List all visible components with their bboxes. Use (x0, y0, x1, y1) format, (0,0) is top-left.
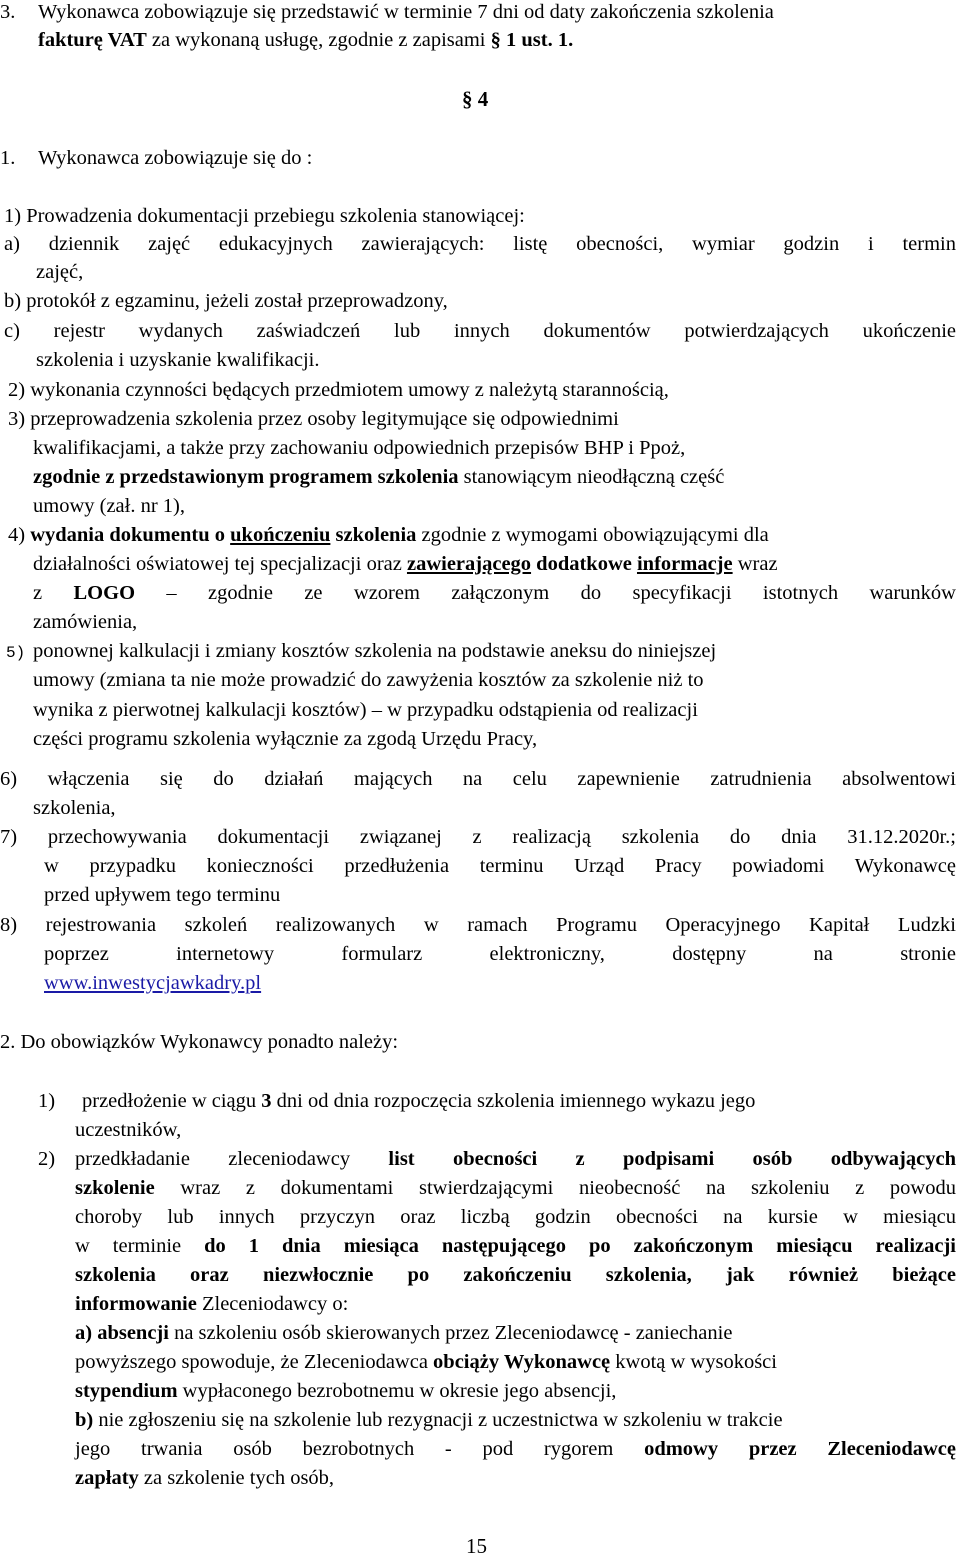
duty-2b-line-3 (75, 1466, 334, 1490)
duty-2-num: 2) (38, 1148, 56, 1170)
item-3-line-1: 3) przeprowadzenia szkolenia przez osoby legitymujące się odpowiednimi (8, 408, 619, 430)
item-1: 1) Prowadzenia dokumentacji przebiegu szkolenia stanowiącej: (4, 205, 525, 227)
duty-1-num: 1) (38, 1090, 56, 1112)
duty-2-line-4-a: w terminie (75, 1235, 205, 1257)
item-5-line-1: ponownej kalkulacji i zmiany kosztów szkolenia na podstawie aneksu do niniejszej (33, 640, 717, 662)
item-3-line-2: kwalifikacjami, a także przy zachowaniu odpowiednich przepisów BHP i Ppoż, (33, 437, 686, 459)
duty-2b-line-2-a: jego trwania osób bezrobotnych - pod rygorem (75, 1438, 645, 1460)
item-4-bold-underline-2: zawierającego (406, 553, 532, 575)
inwestycjawkadry-link[interactable]: www.inwestycjawkadry.pl (44, 972, 262, 994)
item-8-link-row (44, 971, 261, 995)
item-1c-line-1: c) rejestr wydanych zaświadczeń lub innych dokumentów potwierdzających ukończenie (4, 320, 956, 342)
item-4-line-1 (8, 523, 769, 547)
duty-1-c: dni od dnia rozpoczęcia szkolenia imiennego wykazu jego (271, 1090, 756, 1112)
p3-ref-bold: § 1 ust. 1. (490, 29, 574, 51)
item-7-line-3: przed upływem tego terminu (44, 884, 281, 906)
p3-line-2-text: za wykonaną usługę, zgodnie z zapisami (146, 29, 491, 51)
duty-2a-bold-obciazy: obciąży Wykonawcę (433, 1351, 611, 1373)
section-label: § 4 (462, 87, 489, 111)
duty-2-line-1 (75, 1147, 956, 1171)
p3-invoice-bold: fakturę VAT (38, 29, 147, 51)
item-4-line-1-rest: zgodnie z wymogami obowiązującymi dla (416, 524, 769, 546)
section-header (462, 87, 488, 112)
duty-2a-line-1 (75, 1321, 732, 1345)
page-number: 15 (466, 1534, 487, 1558)
item-4-line-2-a: działalności oświatowej tej specjalizacji oraz (33, 553, 407, 575)
duty-2-bold-szkolenie: szkolenie (75, 1177, 155, 1199)
duty-1-a: przedłożenie w ciągu (82, 1090, 262, 1112)
duty-1-line-1 (82, 1089, 755, 1113)
duty-2a-bold-stypendium: stypendium (75, 1380, 178, 1402)
duty-2a-line-2-c: kwotą w wysokości (610, 1351, 777, 1373)
item-4-line-2-c: wraz (732, 553, 778, 575)
item-3-line-4: umowy (zał. nr 1), (33, 495, 185, 517)
item-3-line-3 (33, 465, 724, 489)
item-4-line-3-a: z (33, 582, 74, 604)
duty-2a-line-2-a: powyższego spowoduje, że Zleceniodawca (75, 1351, 434, 1373)
item-6-line-1: 6) włączenia się do działań mających na celu zapewnienie zatrudnienia absolwentowi (0, 768, 956, 790)
duty-2a-bold: a) absencji (75, 1322, 169, 1344)
duty-2-line-6-rest: Zleceniodawcy o: (196, 1293, 349, 1315)
item-1a-line-2: zajęć, (36, 261, 84, 283)
item-8-line-2: poprzez internetowy formularz elektroniczny, dostępny na stronie (44, 943, 956, 965)
item-1c-line-2: szkolenia i uzyskanie kwalifikacji. (36, 349, 320, 371)
item-3-bold: zgodnie z przedstawionym programem szkolenia (33, 466, 459, 488)
duty-2-line-4 (75, 1234, 956, 1258)
duty-2a-line-2 (75, 1350, 777, 1374)
duty-2a-line-1-rest: na szkoleniu osób skierowanych przez Zleceniodawcę - zaniechanie (168, 1322, 733, 1344)
item-5-num: 5) (6, 644, 26, 662)
item-4-logo-bold: LOGO (73, 582, 136, 604)
duty-2-bold-list: list obecności z podpisami osób odbywających (388, 1148, 956, 1170)
s1-num: 1. (0, 147, 16, 169)
duty-2b-bold-odmowy: odmowy przez Zleceniodawcę (644, 1438, 956, 1460)
item-4-line-3 (33, 581, 956, 605)
p3-line-2 (38, 28, 573, 52)
item-4-num: 4) (8, 524, 31, 546)
duty-2b-line-1 (75, 1408, 783, 1432)
item-4-line-3-rest: – zgodnie ze wzorem załączonym do specyfikacji istotnych warunków (135, 582, 956, 604)
s1-text: Wykonawca zobowiązuje się do : (38, 147, 313, 169)
item-6-line-2: szkolenia, (33, 797, 116, 819)
duty-2b-line-2 (75, 1437, 956, 1461)
duty-2b-line-1-rest: nie zgłoszeniu się na szkolenie lub rezygnacji z uczestnictwa w szkoleniu w trakcie (93, 1409, 783, 1431)
item-1b: b) protokół z egzaminu, jeżeli został przeprowadzony, (4, 290, 448, 312)
item-1a-line-1: a) dziennik zajęć edukacyjnych zawierających: listę obecności, wymiar godzin i termin (4, 233, 956, 255)
duty-2a-line-3-rest: wypłaconego bezrobotnemu w okresie jego absencji, (177, 1380, 617, 1402)
duty-2-line-5: szkolenia oraz niezwłocznie po zakończeniu szkolenia, jak również bieżące (75, 1264, 956, 1286)
duty-2-line-3: choroby lub innych przyczyn oraz liczbą godzin obecności na kursie w miesiącu (75, 1206, 956, 1228)
item-5-line-4: części programu szkolenia wyłącznie za zgodą Urzędu Pracy, (33, 728, 538, 750)
duty-2a-line-3 (75, 1379, 616, 1403)
item-3-line-3-rest: stanowiącym nieodłączną część (458, 466, 725, 488)
duty-2-a: przedkładanie zleceniodawcy (75, 1148, 389, 1170)
duty-2-bold-informowanie: informowanie (75, 1293, 197, 1315)
item-4-line-2 (33, 552, 778, 576)
item-5-line-2: umowy (zmiana ta nie może prowadzić do zawyżenia kosztów za szkolenie niż to (33, 669, 704, 691)
item-4-bold-underline: ukończeniu (230, 524, 331, 546)
p3-num: 3. (0, 1, 16, 23)
item-5-line-3: wynika z pierwotnej kalkulacji kosztów) – w przypadku odstąpienia od realizacji (33, 699, 698, 721)
item-8-line-1: 8) rejestrowania szkoleń realizowanych w ramach Programu Operacyjnego Kapitał Ludzki (0, 914, 956, 936)
item-4-bold-1: wydania dokumentu o (30, 524, 231, 546)
duty-2-line-6 (75, 1292, 348, 1316)
p3-line-1: Wykonawca zobowiązuje się przedstawić w terminie 7 dni od daty zakończenia szkolenia (38, 1, 774, 23)
item-4-line-4: zamówienia, (33, 611, 138, 633)
item-4-bold-underline-3: informacje (636, 553, 733, 575)
duty-1-line-2: uczestników, (75, 1119, 182, 1141)
duty-2-bold-deadline: do 1 dnia miesiąca następującego po zakończonym miesiącu realizacji (204, 1235, 956, 1257)
item-7-line-2: w przypadku konieczności przedłużenia terminu Urząd Pracy powiadomi Wykonawcę (44, 855, 956, 877)
item-2: 2) wykonania czynności będących przedmiotem umowy z należytą starannością, (8, 379, 669, 401)
item-7-line-1: 7) przechowywania dokumentacji związanej z realizacją szkolenia do dnia 31.12.2020r.; (0, 826, 956, 848)
duty-2-line-2-rest: wraz z dokumentami stwierdzającymi nieobecność na szkoleniu z powodu (154, 1177, 956, 1199)
duty-2b-bold-zaplaty: zapłaty (75, 1467, 139, 1489)
duty-1-bold-3: 3 (261, 1090, 272, 1112)
item-4-bold-4: dodatkowe (531, 553, 637, 575)
s2-heading: 2. Do obowiązków Wykonawcy ponadto należy: (0, 1031, 399, 1053)
duty-2-line-2 (75, 1176, 956, 1200)
duty-2b-line-3-rest: za szkolenie tych osób, (138, 1467, 335, 1489)
duty-2b-bold: b) (75, 1409, 94, 1431)
item-4-bold-3: szkolenia (330, 524, 417, 546)
